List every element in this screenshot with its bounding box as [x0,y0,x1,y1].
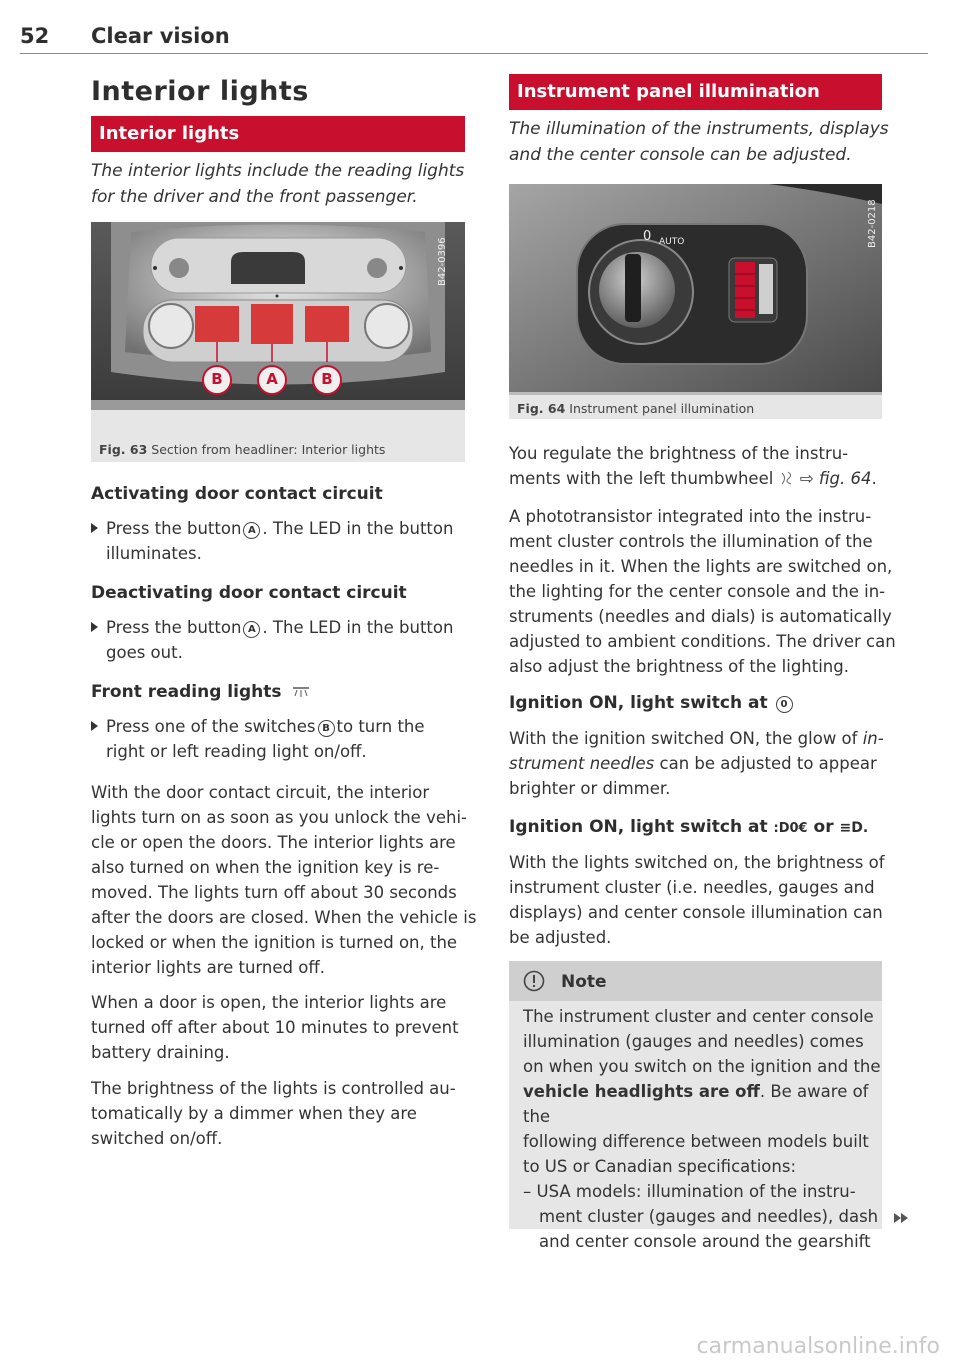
figure-code: B42-0396 [437,237,448,286]
figure-caption [99,442,385,457]
bullet-arrow-icon [91,523,98,533]
paragraph-ignition-needles: With the ignition switched ON, the glow of in- strument needles can be adjusted to appear brighter or dimmer. [509,729,884,798]
intro-line-2: for the driver and the front passenger. [91,187,418,207]
figure-reference-link[interactable]: fig. 64 [818,469,872,488]
arrow-ref-icon: ⇨ [799,469,814,488]
off-label: 0 [643,229,652,244]
paragraph-thumbwheel-line-2: ments with the left thumbwheel ⇨ fig. 64. [509,469,877,488]
figure-caption [517,401,754,416]
light-switch-illustration [509,184,882,395]
section-banner-instrument-panel: Instrument panel illumination [509,74,882,110]
callout-b-left: B [211,370,223,388]
right-intro-line-1: The illumination of the instruments, displays [509,119,889,139]
note-info-icon [523,970,545,992]
figure-code: B42-0218 [867,199,878,248]
step-deactivate-line-2: goes out. [106,643,183,662]
paragraph-thumbwheel-line-1: You regulate the brightness of the instru- [509,444,849,463]
circled-b-icon: B [318,720,335,737]
figure-64 [509,184,882,419]
subheading-reading-lights: Front reading lights [91,682,311,702]
step-reading-line-1: Press one of the switches B to turn the [91,714,425,739]
subheading-activating: Activating door contact circuit [91,484,383,504]
callout-a: A [266,370,278,388]
header-rule [20,53,928,54]
section-title: Clear vision [91,24,230,48]
right-intro-line-2: and the center console can be adjusted. [509,145,852,165]
headlight-icon: ≡D. [839,820,869,836]
paragraph-phototransistor: A phototransistor integrated into the instru- ment cluster controls the illumination of the needles in it. When the lights are switched on, the lighting for the center console and the in- struments (needles and dials) is automatically adjusted to ambient conditions. The driver can also adjust the brightness of the lighting. [509,507,896,676]
bullet-arrow-icon [91,622,98,632]
subheading-light-switch-0: Ignition ON, light switch at 0 [509,693,795,713]
figure-label: Fig. 64 [517,401,566,416]
step-reading-line-2: right or left reading light on/off. [106,742,367,761]
figure-caption-text: Section from headliner: Interior lights [151,442,386,457]
bullet-arrow-icon [91,721,98,731]
page-heading: Interior lights [91,76,309,107]
reading-light-icon [291,686,311,698]
paragraph-door-open: When a door is open, the interior lights are turned off after about 10 minutes to prevent battery draining. [91,993,459,1062]
page-number: 52 [20,24,50,48]
thumbwheel-icon [779,470,795,486]
step-activate-line-1: Press the button A . The LED in the button [91,516,453,541]
circled-a-icon: A [243,621,260,638]
continue-arrow-icon [892,1211,910,1225]
subheading-light-switch-on: Ignition ON, light switch at :D0€ or ≡D. [509,817,869,837]
paragraph-door-contact: With the door contact circuit, the interior lights turn on as soon as you unlock the vehi- cle or open the doors. The interior lights are also turned on when the ignition key is re- moved. The lights turn off about 30 seconds after the doors are closed. When the vehicle is locked or when the ignition is turned on, the interior lights are turned off. [91,783,477,977]
circled-a-icon: A [243,522,260,539]
step-activate-line-2: illuminates. [106,544,202,563]
note-title: Note [561,972,607,992]
figure-label: Fig. 63 [99,442,148,457]
note-header [509,961,882,1001]
section-banner-interior-lights: Interior lights [91,116,465,152]
figure-caption-text: Instrument panel illumination [569,401,755,416]
intro-line-1: The interior lights include the reading lights [91,161,465,181]
subheading-deactivating: Deactivating door contact circuit [91,583,407,603]
note-body: The instrument cluster and center console illumination (gauges and needles) comes on when you switch on the ignition and the vehicle headlights are off. Be aware of the following difference between models built to US or Canadian specifications: – USA models: illumination of the instru- ment cluster (gauges and needles), dash and center console around the gearshift [509,1001,882,1229]
paragraph-dimmer: The brightness of the lights is controlled au- tomatically by a dimmer when they are switched on/off. [91,1079,456,1148]
watermark: carmanualsonline.info [696,1334,940,1359]
auto-label: AUTO [659,237,685,247]
step-deactivate-line-1: Press the button A . The LED in the button [91,615,453,640]
callout-b-right: B [321,370,333,388]
circled-zero-icon: 0 [776,696,793,713]
parking-light-icon: :D0€ [773,821,808,836]
figure-63 [91,222,465,462]
paragraph-lights-on: With the lights switched on, the brightness of instrument cluster (i.e. needles, gauges and displays) and center console illumination can be adjusted. [509,853,885,947]
